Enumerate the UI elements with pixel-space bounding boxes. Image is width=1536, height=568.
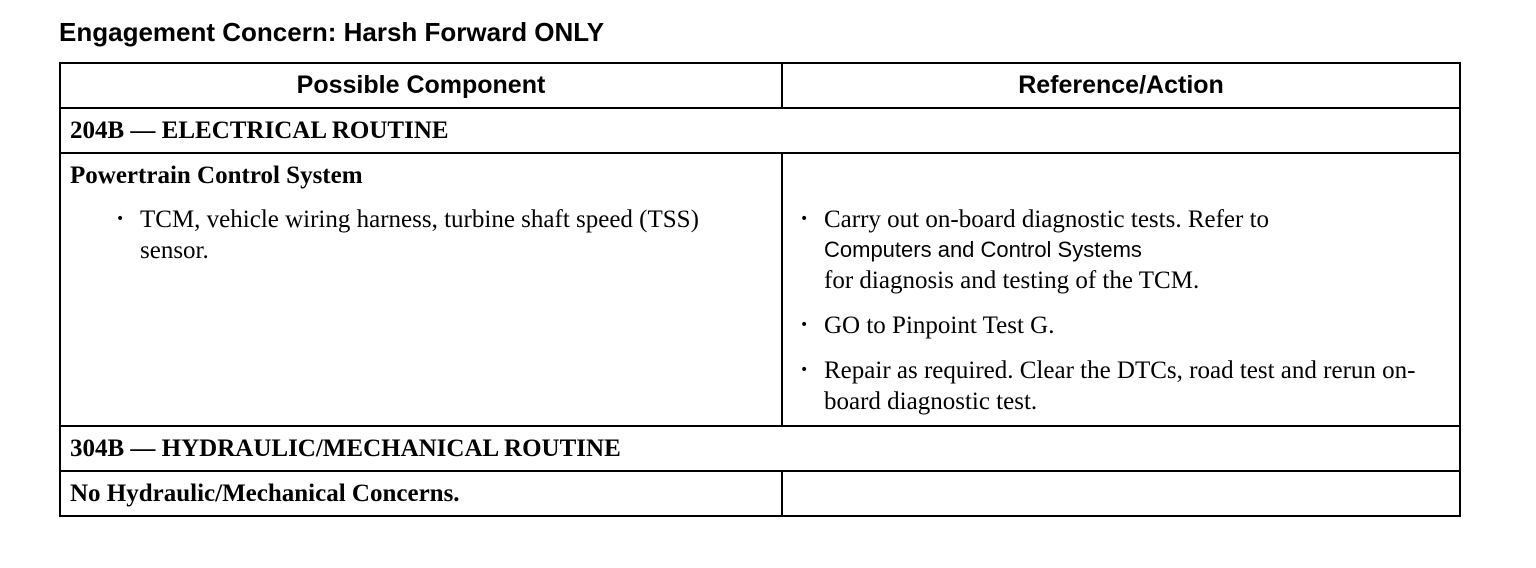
section-row-hydraulic bbox=[60, 426, 1460, 471]
list-item bbox=[792, 310, 1450, 341]
action-text: Carry out on-board diagnostic tests. Refer to bbox=[824, 206, 1270, 233]
bullet-icon: • bbox=[800, 362, 809, 378]
diagnostic-table bbox=[59, 62, 1461, 517]
component-text: TCM, vehicle wiring harness, turbine shaft speed (TSS) sensor. bbox=[140, 206, 699, 264]
reference-link[interactable]: Computers and Control Systems bbox=[824, 237, 1142, 262]
column-header-possible-component: Possible Component bbox=[60, 63, 782, 108]
action-list bbox=[792, 204, 1450, 417]
action-text: Repair as required. Clear the DTCs, road test and rerun on-board diagnostic test. bbox=[824, 357, 1416, 415]
action-text: GO to Pinpoint Test G. bbox=[824, 312, 1055, 339]
section-heading-electrical: 204B — ELECTRICAL ROUTINE bbox=[60, 108, 1460, 153]
list-item bbox=[70, 204, 772, 266]
table-row-hydraulic bbox=[60, 471, 1460, 516]
list-item bbox=[792, 355, 1450, 417]
section-heading-hydraulic: 304B — HYDRAULIC/MECHANICAL ROUTINE bbox=[60, 426, 1460, 471]
component-cell-hydraulic: No Hydraulic/Mechanical Concerns. bbox=[60, 471, 782, 516]
page-title: Engagement Concern: Harsh Forward ONLY bbox=[59, 17, 605, 47]
bullet-icon: • bbox=[116, 211, 125, 227]
bullet-icon: • bbox=[800, 211, 809, 227]
bullet-icon: • bbox=[800, 317, 809, 333]
table-row-powertrain bbox=[60, 153, 1460, 426]
action-text-after: for diagnosis and testing of the TCM. bbox=[824, 267, 1200, 294]
list-item bbox=[792, 204, 1450, 296]
table-header-row bbox=[60, 63, 1460, 108]
action-cell bbox=[782, 153, 1460, 426]
component-cell bbox=[60, 153, 782, 426]
section-row-electrical bbox=[60, 108, 1460, 153]
column-header-reference-action: Reference/Action bbox=[782, 63, 1460, 108]
action-cell-hydraulic bbox=[782, 471, 1460, 516]
component-title: Powertrain Control System bbox=[70, 162, 363, 189]
component-list bbox=[70, 204, 772, 266]
